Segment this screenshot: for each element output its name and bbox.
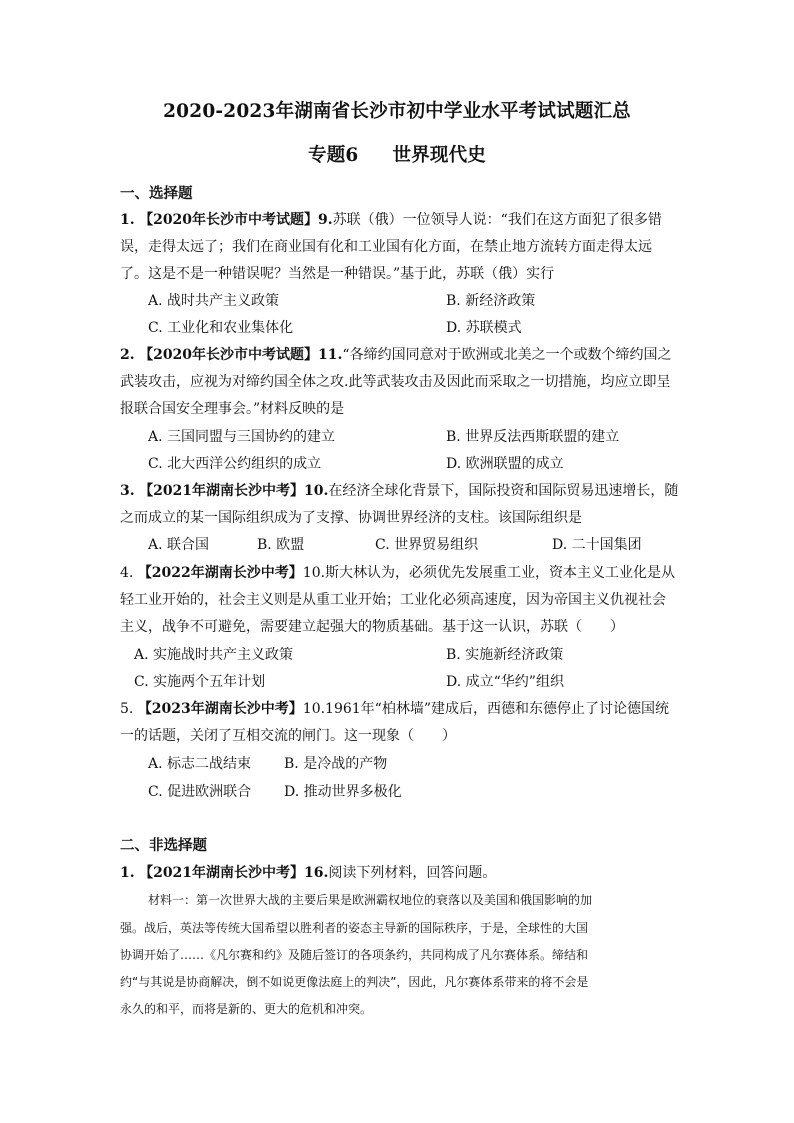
- option-d: D. 苏联模式: [446, 320, 522, 336]
- material-line-1: 材料一：第一次世界大战的主要后果是欧洲霸权地位的衰落以及美国和俄国影响的加: [148, 893, 593, 907]
- question-2-line-1: [120, 345, 672, 365]
- question-5-line-2: 一的话题，关闭了互相交流的闸门。这一现象（ ）: [120, 728, 456, 744]
- question-text: “各缔约国同意对于欧洲或北美之一个或数个缔约国之: [342, 347, 672, 363]
- section-heading-non-choice: 二、非选择题: [120, 837, 207, 854]
- original-question-number: 10.: [302, 701, 326, 717]
- question-text: 苏联（俄）一位领导人说：“我们在这方面犯了很多错: [332, 212, 662, 228]
- option-d: D. 二十国集团: [552, 537, 642, 553]
- section-heading-choice: 一、选择题: [120, 185, 193, 202]
- question-number: 4.: [120, 565, 134, 581]
- option-c: C. 实施两个五年计划: [134, 674, 266, 690]
- non-choice-question-1: [120, 863, 496, 883]
- option-c: C. 促进欧洲联合: [148, 784, 252, 800]
- question-source: 【2020年长沙市中考试题】: [139, 212, 319, 228]
- question-text: 斯大林认为，必须优先发展重工业，资本主义工业化是从: [325, 565, 676, 581]
- option-a: A. 三国同盟与三国协约的建立: [148, 429, 336, 445]
- option-d: D. 欧洲联盟的成立: [446, 456, 564, 472]
- page-title: 2020-2023年湖南省长沙市初中学业水平考试试题汇总: [163, 101, 631, 122]
- option-d: D. 成立“华约”组织: [446, 674, 564, 690]
- option-c: C. 世界贸易组织: [375, 537, 479, 553]
- question-4-line-3: 主义，战争不可避免，需要建立起强大的物质基础。基于这一认识，苏联（ ）: [120, 619, 624, 635]
- question-1-line-2: 误，走得太远了；我们在商业国有化和工业国有化方面，在禁止地方流转方面走得太远: [120, 239, 652, 255]
- material-line-4: 约“与其说是协商解决，倒不如说更像法庭上的判决”，因此，凡尔赛体系带来的将不会是: [120, 975, 589, 989]
- topic-subtitle: [0, 141, 794, 167]
- question-text: 1961年“柏林墙”建成后，西德和东德停止了讨论德国统: [325, 701, 669, 717]
- original-question-number: 10.: [304, 483, 329, 499]
- question-source: 【2020年长沙市中考试题】: [139, 347, 319, 363]
- material-line-2: 强。战后，英法等传统大国希望以胜利者的姿态主导新的国际秩序，于是，全球性的大国: [120, 921, 589, 935]
- material-line-5: 永久的和平，而将是新的、更大的危机和冲突。: [120, 1002, 373, 1016]
- question-number: 3.: [120, 483, 135, 499]
- option-a: A. 实施战时共产主义政策: [134, 647, 294, 663]
- question-text: 在经济全球化背景下，国际投资和国际贸易迅速增长，随: [328, 483, 679, 499]
- option-b: B. 是冷战的产物: [284, 756, 388, 772]
- question-3-line-1: [120, 481, 678, 501]
- question-4-line-2: 轻工业开始的，社会主义则是从重工业开始；工业化必须高速度，因为帝国主义仇视社会: [120, 592, 666, 608]
- question-number: 2.: [120, 347, 135, 363]
- option-c: C. 工业化和农业集体化: [148, 320, 294, 336]
- option-b: B. 欧盟: [257, 537, 305, 553]
- original-question-number: 10.: [302, 565, 326, 581]
- option-b: B. 新经济政策: [446, 293, 536, 309]
- question-1-line-1: [120, 210, 662, 230]
- question-source: 【2021年湖南长沙中考】: [139, 483, 305, 499]
- option-d: D. 推动世界多极化: [284, 784, 402, 800]
- question-5-line-1: [120, 699, 669, 719]
- option-a: A. 联合国: [148, 537, 210, 553]
- question-number: 1.: [120, 212, 135, 228]
- question-1-line-3: 了。这是不是一种错误呢？当然是一种错误。”基于此，苏联（俄）实行: [120, 266, 555, 282]
- question-source: 【2022年湖南长沙中考】: [137, 565, 303, 581]
- topic-name: 世界现代史: [392, 145, 486, 166]
- original-question-number: 16.: [304, 865, 329, 881]
- option-a: A. 标志二战结束: [148, 756, 252, 772]
- original-question-number: 11.: [318, 347, 343, 363]
- option-a: A. 战时共产主义政策: [148, 293, 280, 309]
- question-4-line-1: [120, 563, 675, 583]
- original-question-number: 9.: [318, 212, 333, 228]
- option-b: B. 世界反法西斯联盟的建立: [446, 429, 620, 445]
- question-2-line-3: 报联合国安全理事会。”材料反映的是: [120, 401, 345, 417]
- material-line-3: 协调开始了……《凡尔赛和约》及随后签订的各项条约，共同构成了凡尔赛体系。缔结和: [120, 948, 589, 962]
- option-b: B. 实施新经济政策: [446, 647, 564, 663]
- question-number: 1.: [120, 865, 135, 881]
- question-prompt: 阅读下列材料，回答问题。: [328, 865, 497, 881]
- question-source: 【2021年湖南长沙中考】: [139, 865, 305, 881]
- question-2-line-2: 武装攻击，应视为对缔约国全体之攻.此等武装攻击及因此而采取之一切措施，均应立即呈: [120, 374, 671, 390]
- question-3-line-2: 之而成立的某一国际组织成为了支撑、协调世界经济的支柱。该国际组织是: [120, 510, 582, 526]
- topic-number: 专题6: [308, 145, 359, 166]
- question-number: 5.: [120, 701, 134, 717]
- option-c: C. 北大西洋公约组织的成立: [148, 456, 322, 472]
- question-source: 【2023年湖南长沙中考】: [137, 701, 303, 717]
